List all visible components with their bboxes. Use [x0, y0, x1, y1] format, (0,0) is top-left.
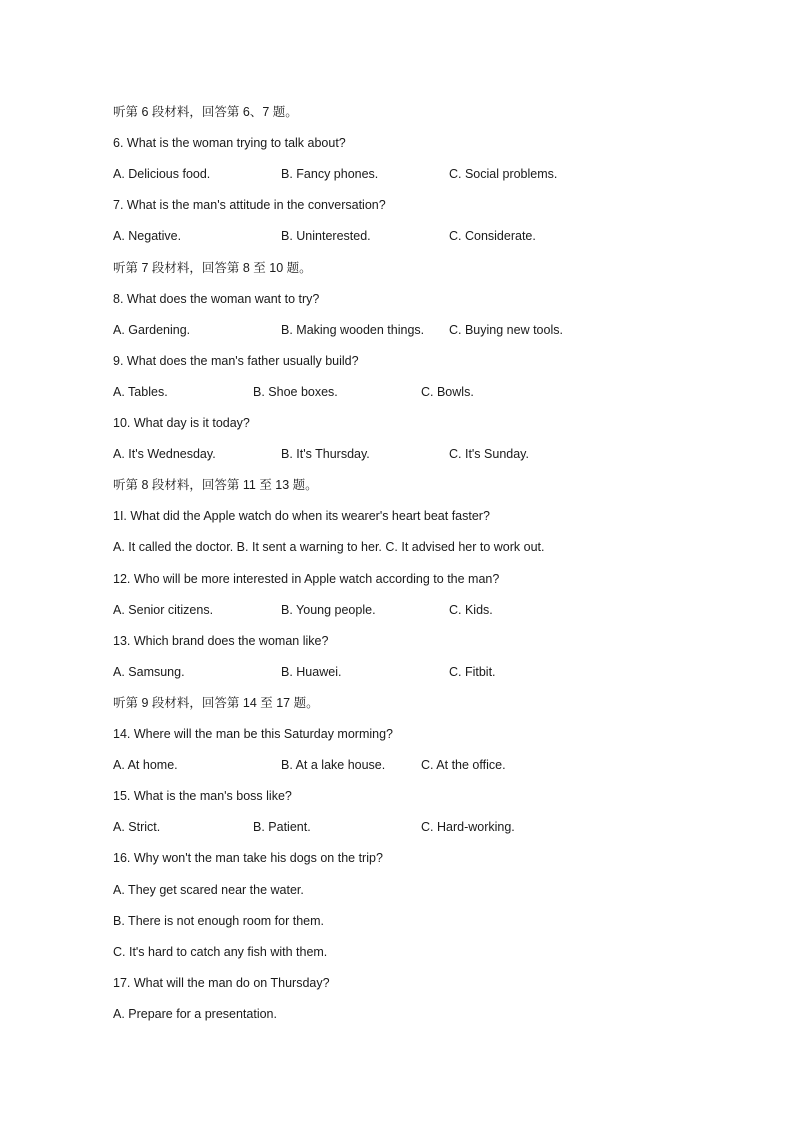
answer-option: A. Delicious food.: [113, 167, 211, 182]
question-text: 1I. What did the Apple watch do when its wearer's heart beat faster?: [113, 509, 490, 524]
section-header: 听第 9 段材料，回答第 14 至 17 题。: [113, 695, 319, 710]
answer-option: B. Making wooden things.: [281, 322, 425, 337]
question-text: A. Prepare for a presentation.: [113, 1006, 277, 1021]
answer-option: A. Senior citizens.: [113, 602, 214, 617]
answer-option: C. Buying new tools.: [449, 322, 563, 337]
question-text: C. It's hard to catch any fish with them.: [113, 944, 328, 959]
question-text: 14. Where will the man be this Saturday morming?: [113, 727, 393, 741]
answer-option: B. Fancy phones.: [281, 167, 379, 182]
question-text: A. They get scared near the water.: [113, 882, 304, 897]
answer-option: C. It's Sunday.: [449, 447, 529, 462]
question-text: 13. Which brand does the woman like?: [113, 633, 329, 648]
question-text: 6. What is the woman trying to talk about?: [113, 136, 346, 151]
section-header: 听第 6 段材料，回答第 6、7 题。: [113, 105, 298, 119]
question-text: 15. What is the man's boss like?: [113, 789, 292, 804]
answer-option: A. Strict.: [113, 820, 161, 835]
question-text: 8. What does the woman want to try?: [113, 291, 320, 306]
question-text: 12. Who will be more interested in Apple watch according to the man?: [113, 571, 500, 586]
answer-option: B. It's Thursday.: [281, 447, 370, 462]
answer-option: A. At home.: [113, 758, 178, 773]
answer-option: A. Negative.: [113, 229, 182, 244]
question-text: 16. Why won't the man take his dogs on the trip?: [113, 851, 383, 866]
answer-option: A. It's Wednesday.: [113, 447, 216, 462]
answer-option: B. Shoe boxes.: [253, 384, 338, 399]
answer-option: B. Patient.: [253, 820, 311, 835]
question-text: A. It called the doctor. B. It sent a warning to her. C. It advised her to work out.: [113, 540, 545, 555]
answer-option: A. Samsung.: [113, 664, 185, 679]
question-text: 9. What does the man's father usually build?: [113, 353, 359, 368]
answer-option: C. Bowls.: [421, 384, 474, 399]
question-text: 10. What day is it today?: [113, 416, 250, 430]
answer-option: C. Hard-working.: [421, 820, 515, 835]
answer-option: C. Social problems.: [449, 167, 558, 182]
answer-option: A. Tables.: [113, 384, 168, 399]
answer-option: C. Kids.: [449, 602, 493, 617]
question-text: 17. What will the man do on Thursday?: [113, 975, 330, 990]
answer-option: C. Considerate.: [449, 229, 536, 244]
section-header: 听第 8 段材料，回答第 11 至 13 题。: [113, 478, 318, 493]
answer-option: C. Fitbit.: [449, 664, 496, 679]
section-header: 听第 7 段材料，回答第 8 至 10 题。: [113, 260, 312, 275]
answer-option: A. Gardening.: [113, 322, 191, 337]
answer-option: B. At a lake house.: [281, 758, 386, 773]
answer-option: B. Huawei.: [281, 664, 342, 679]
question-text: 7. What is the man's attitude in the conversation?: [113, 198, 386, 213]
answer-option: B. Young people.: [281, 602, 376, 617]
question-text: B. There is not enough room for them.: [113, 913, 324, 928]
answer-option: B. Uninterested.: [281, 229, 371, 244]
answer-option: C. At the office.: [421, 758, 506, 773]
